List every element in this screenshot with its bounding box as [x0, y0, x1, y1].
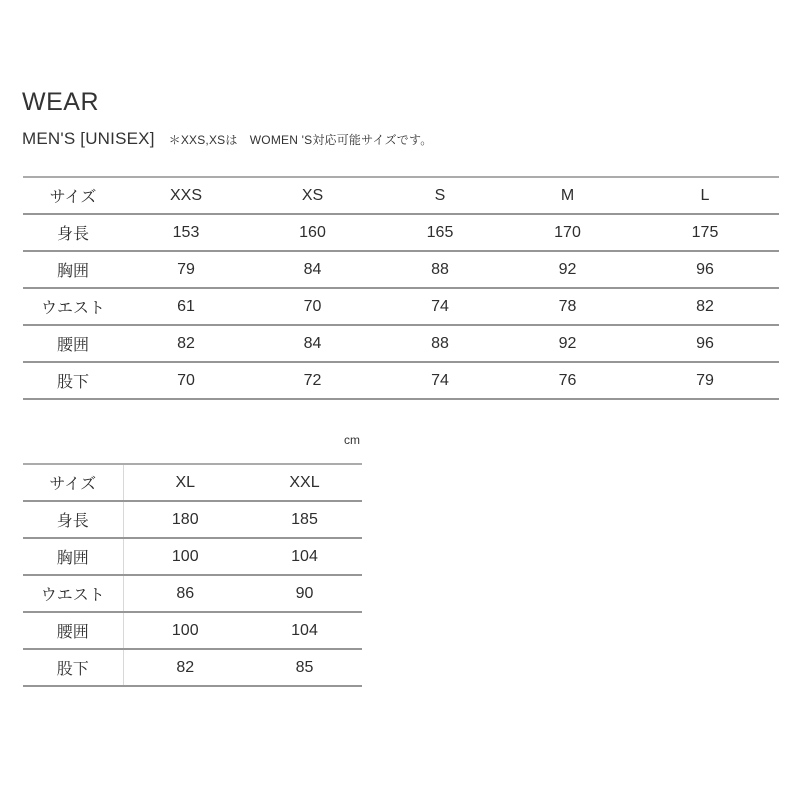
header-cell-size: サイズ [49, 189, 97, 206]
size-value: 180 [123, 501, 247, 538]
table-row-waist [23, 288, 779, 325]
row-label: 股下 [56, 374, 89, 391]
size-value: 86 [123, 575, 247, 612]
size-value: 153 [172, 223, 200, 241]
size-value: 85 [295, 658, 314, 676]
size-note: ＊XXS,XSは WOMEN 'S対応可能サイズです。 [168, 133, 433, 147]
size-value: 175 [691, 223, 719, 241]
size-value: 82 [177, 334, 195, 352]
row-label: 股下 [56, 661, 89, 678]
header-cell-l: L [700, 186, 710, 204]
row-label: 身長 [56, 226, 89, 243]
size-value: 170 [554, 223, 581, 241]
table-header-row [23, 177, 779, 214]
header-cell-xxs: XXS [169, 186, 202, 204]
header-cell-xl: XL [123, 464, 247, 501]
row-label: ウエスト [40, 300, 105, 317]
header-cell-xs: XS [301, 186, 324, 204]
category-subtitle: MEN'S [UNISEX] [22, 129, 155, 148]
page-title: WEAR [22, 88, 99, 116]
header-cell-s: S [434, 186, 446, 204]
table-row-waist [23, 575, 362, 612]
table-row-height [23, 501, 362, 538]
size-value: 90 [295, 584, 314, 602]
size-value: 160 [299, 223, 326, 241]
size-value: 96 [696, 260, 714, 278]
table-row-chest [23, 538, 362, 575]
row-label: ウエスト [40, 587, 105, 604]
unit-label-cm: cm [344, 433, 360, 447]
size-value: 72 [303, 371, 322, 389]
size-value: 74 [431, 297, 449, 315]
header-cell-size: サイズ [49, 476, 97, 493]
size-value: 70 [303, 297, 322, 315]
size-value: 88 [431, 260, 449, 278]
size-value: 92 [558, 334, 577, 352]
table-row-inseam [23, 362, 779, 399]
size-value: 185 [291, 510, 318, 528]
row-label: 胸囲 [56, 263, 89, 280]
table-row-inseam [23, 649, 362, 686]
size-value: 79 [696, 371, 714, 389]
size-value: 82 [696, 297, 714, 315]
table-row-hip [23, 612, 362, 649]
size-value: 88 [431, 334, 449, 352]
row-label: 胸囲 [56, 550, 89, 567]
extended-size-table [23, 463, 362, 687]
size-value: 100 [123, 538, 247, 575]
size-value: 82 [123, 649, 247, 686]
size-value: 100 [123, 612, 247, 649]
size-value: 76 [558, 371, 577, 389]
size-value: 70 [177, 371, 195, 389]
size-value: 61 [177, 297, 195, 315]
size-value: 79 [177, 260, 195, 278]
header-cell-xxl: XXL [289, 473, 320, 491]
row-label: 腰囲 [56, 337, 89, 354]
size-value: 104 [291, 547, 318, 565]
table-row-chest [23, 251, 779, 288]
main-size-table [23, 176, 779, 400]
table-header-row [23, 464, 362, 501]
table-row-height [23, 214, 779, 251]
table-row-hip [23, 325, 779, 362]
size-value: 84 [303, 334, 322, 352]
subheader [22, 129, 432, 149]
size-value: 165 [426, 223, 454, 241]
row-label: 腰囲 [56, 624, 89, 641]
size-value: 96 [696, 334, 714, 352]
size-value: 84 [303, 260, 322, 278]
size-value: 78 [558, 297, 577, 315]
header-cell-m: M [560, 186, 575, 204]
size-value: 74 [431, 371, 449, 389]
size-value: 104 [291, 621, 318, 639]
row-label: 身長 [56, 513, 89, 530]
size-value: 92 [558, 260, 577, 278]
